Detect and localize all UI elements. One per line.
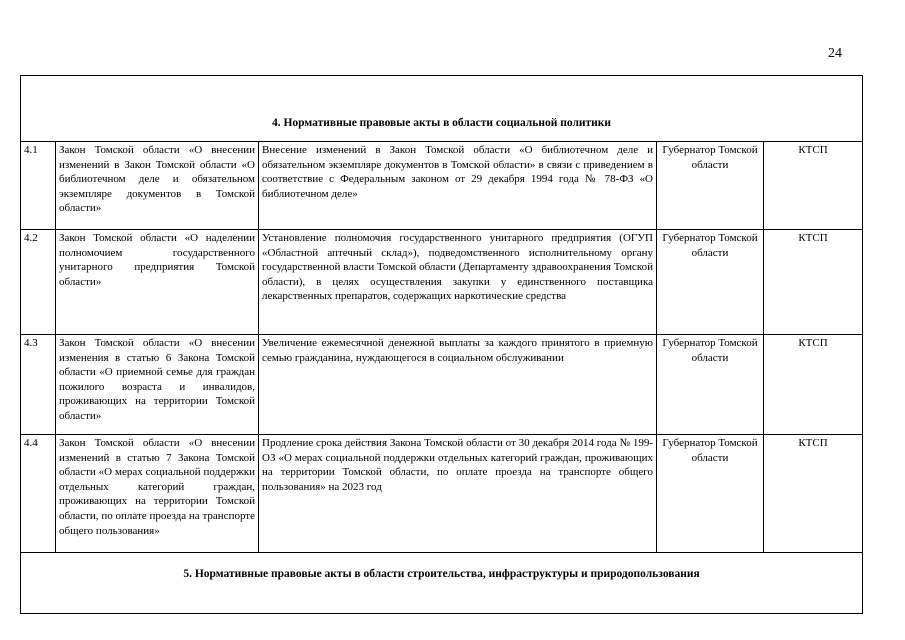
act-title: Закон Томской области «О внесении изменений в Закон Томской области «О библиотечном деле и обязательном экземпляре документов в Томской области»: [56, 142, 259, 230]
table-row: [21, 230, 863, 335]
table-row: [21, 435, 863, 553]
act-committee: КТСП: [764, 142, 863, 230]
legal-acts-table: [20, 75, 863, 614]
act-title: Закон Томской области «О внесении изменений в статью 7 Закона Томской области «О мерах социальной поддержки отдельных категорий граждан, проживающих на территории Томской области, по оплате проезда на транспорте общего пользования»: [56, 435, 259, 553]
section-heading: 4. Нормативные правовые акты в области социальной политики: [21, 76, 863, 142]
row-number: 4.4: [21, 435, 56, 553]
act-title: Закон Томской области «О наделении полномочием государственного унитарного предприятия Томской области»: [56, 230, 259, 335]
act-committee: КТСП: [764, 335, 863, 435]
page-number: 24: [828, 46, 842, 61]
row-number: 4.1: [21, 142, 56, 230]
act-description: Продление срока действия Закона Томской области от 30 декабря 2014 года № 199-ОЗ «О мерах социальной поддержки отдельных категорий граждан, проживающих на территории Томской области, по оплате проезда на транспорте общего пользования» на 2023 год: [259, 435, 657, 553]
section-heading: 5. Нормативные правовые акты в области строительства, инфраструктуры и природопользования: [21, 553, 863, 614]
row-number: 4.3: [21, 335, 56, 435]
section-heading-row: [21, 553, 863, 614]
act-description: Увеличение ежемесячной денежной выплаты за каждого принятого в приемную семью гражданина, нуждающегося в социальном обслуживании: [259, 335, 657, 435]
act-title: Закон Томской области «О внесении изменения в статью 6 Закона Томской области «О приемной семье для граждан пожилого возраста и инвалидов, проживающих на территории Томской области»: [56, 335, 259, 435]
row-number: 4.2: [21, 230, 56, 335]
act-responsible: Губернатор Томской области: [657, 435, 764, 553]
section-heading-row: [21, 76, 863, 142]
act-committee: КТСП: [764, 230, 863, 335]
table-row: [21, 142, 863, 230]
table-row: [21, 335, 863, 435]
act-responsible: Губернатор Томской области: [657, 230, 764, 335]
act-responsible: Губернатор Томской области: [657, 335, 764, 435]
act-committee: КТСП: [764, 435, 863, 553]
act-description: Внесение изменений в Закон Томской области «О библиотечном деле и обязательном экземпляре документов в Томской области» в связи с приведением в соответствие с Федеральным законом от 29 декабря 1994 года № 78-ФЗ «О библиотечном деле»: [259, 142, 657, 230]
act-responsible: Губернатор Томской области: [657, 142, 764, 230]
act-description: Установление полномочия государственного унитарного предприятия (ОГУП «Областной аптечный склад»), подведомственного исполнительному органу государственной власти Томской области (Департаменту здравоохранения Томской области), в целях осуществления закупки у единственного поставщика лекарственных препаратов, содержащих наркотические средства: [259, 230, 657, 335]
